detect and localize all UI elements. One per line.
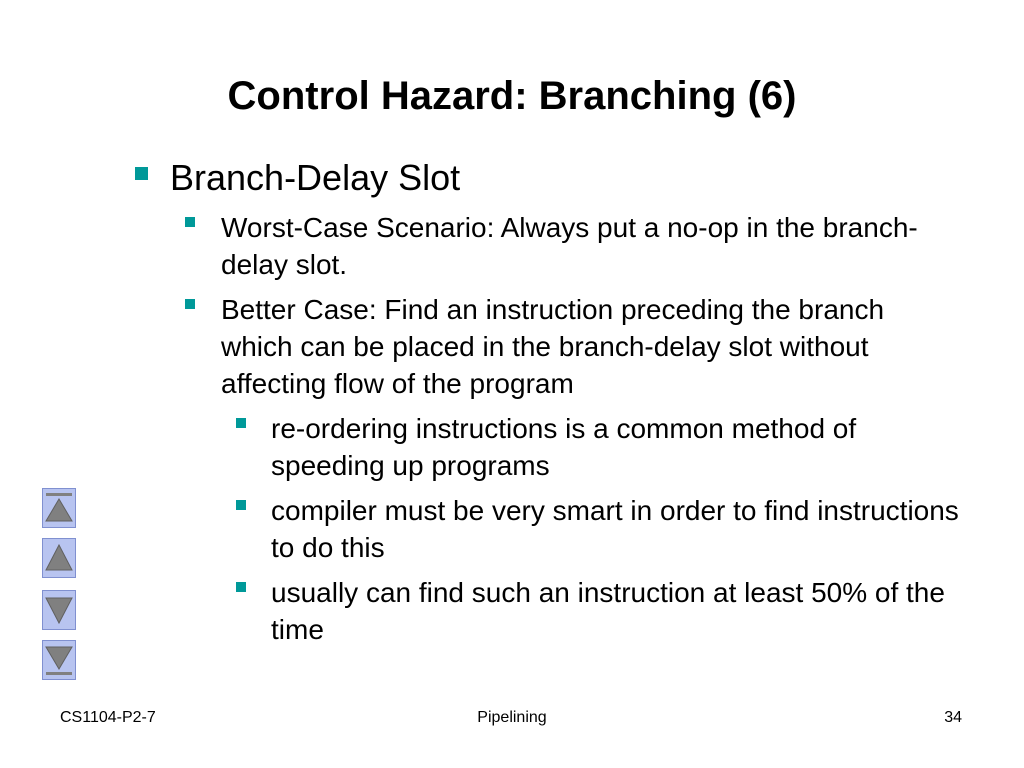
bullet-item-level3 [271,574,971,648]
bullet-item-level2 [221,291,961,402]
bullet-item-level3 [271,492,971,566]
bullet-item-level2 [221,209,961,283]
square-bullet-icon [236,582,246,592]
bullet-text: Branch-Delay Slot [170,157,461,198]
previous-slide-button[interactable] [42,538,76,578]
square-bullet-icon [185,217,195,227]
bullet-text: re-ordering instructions is a common method of speeding up programs [271,413,857,481]
slide-title: Control Hazard: Branching (6) [227,74,797,118]
last-slide-icon [43,641,75,679]
first-slide-icon [43,489,75,527]
square-bullet-icon [135,167,148,180]
first-slide-button[interactable] [42,488,76,528]
bullet-text: Worst-Case Scenario: Always put a no-op in the branch-delay slot. [221,212,918,280]
square-bullet-icon [236,500,246,510]
bullet-text: usually can find such an instruction at least 50% of the time [271,577,945,645]
next-slide-icon [43,591,75,629]
previous-slide-icon [43,539,75,577]
square-bullet-icon [236,418,246,428]
bullet-text: compiler must be very smart in order to find instructions to do this [271,495,959,563]
bullet-item-level3 [271,410,971,484]
last-slide-button[interactable] [42,640,76,680]
footer-course: CS1104-P2-7 [60,709,156,726]
next-slide-button[interactable] [42,590,76,630]
square-bullet-icon [185,299,195,309]
footer-topic: Pipelining [477,709,547,726]
slide-number: 34 [944,709,962,726]
bullet-text: Better Case: Find an instruction preceding the branch which can be placed in the branch-delay slot without affecting flow of the program [221,294,885,399]
bullet-item-level1 [170,158,990,198]
